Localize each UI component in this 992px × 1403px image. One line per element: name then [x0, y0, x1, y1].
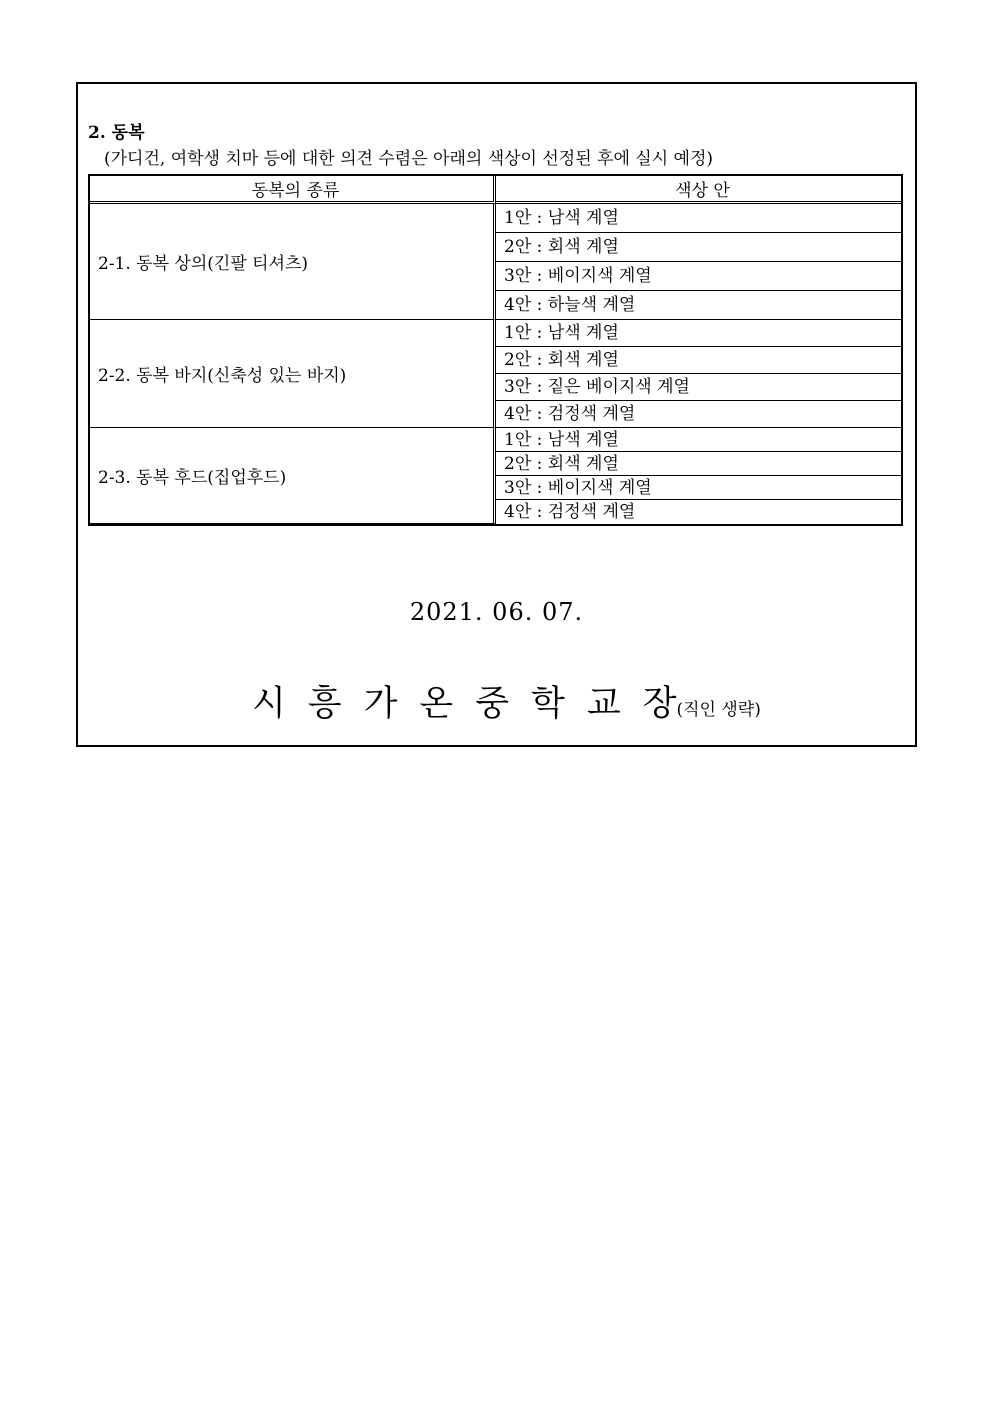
color-option-cell: 3안 : 베이지색 계열: [496, 262, 901, 291]
color-option-cell: 1안 : 남색 계열: [496, 428, 901, 452]
section-note: (가디건, 여학생 치마 등에 대한 의견 수렴은 아래의 색상이 선정된 후에 실시 예정): [104, 149, 714, 169]
table-header-row: [90, 176, 901, 204]
color-option-cell: 1안 : 남색 계열: [496, 204, 901, 233]
color-option-cell: 2안 : 회색 계열: [496, 452, 901, 476]
document-date: 2021. 06. 07.: [409, 598, 584, 626]
color-option-cell: 1안 : 남색 계열: [496, 320, 901, 347]
uniform-type-cell: 2-3. 동복 후드(집업후드): [90, 428, 496, 524]
table-row: [90, 428, 901, 452]
header-uniform-type: 동복의 종류: [90, 176, 496, 204]
school-principal-name: 시흥가온중학교장: [252, 684, 699, 724]
uniform-options-table: [88, 174, 903, 526]
color-option-cell: 3안 : 짙은 베이지색 계열: [496, 374, 901, 401]
uniform-group-pants: [90, 320, 901, 428]
signature-line: [252, 676, 761, 726]
uniform-group-top: [90, 204, 901, 320]
color-option-cell: 3안 : 베이지색 계열: [496, 476, 901, 500]
color-option-cell: 2안 : 회색 계열: [496, 233, 901, 262]
section-title: 2. 동복: [88, 123, 145, 143]
seal-omitted-note: (직인 생략): [676, 700, 761, 720]
header-color-options: 색상 안: [496, 176, 901, 204]
uniform-group-hoodie: [90, 428, 901, 524]
uniform-type-cell: 2-1. 동복 상의(긴팔 티셔츠): [90, 204, 496, 320]
document-frame: [76, 82, 917, 747]
color-option-cell: 4안 : 검정색 계열: [496, 401, 901, 428]
color-option-cell: 4안 : 하늘색 계열: [496, 291, 901, 320]
color-option-cell: 2안 : 회색 계열: [496, 347, 901, 374]
table-row: [90, 320, 901, 347]
uniform-type-cell: 2-2. 동복 바지(신축성 있는 바지): [90, 320, 496, 428]
color-option-cell: 4안 : 검정색 계열: [504, 502, 636, 522]
table-row: [90, 204, 901, 233]
